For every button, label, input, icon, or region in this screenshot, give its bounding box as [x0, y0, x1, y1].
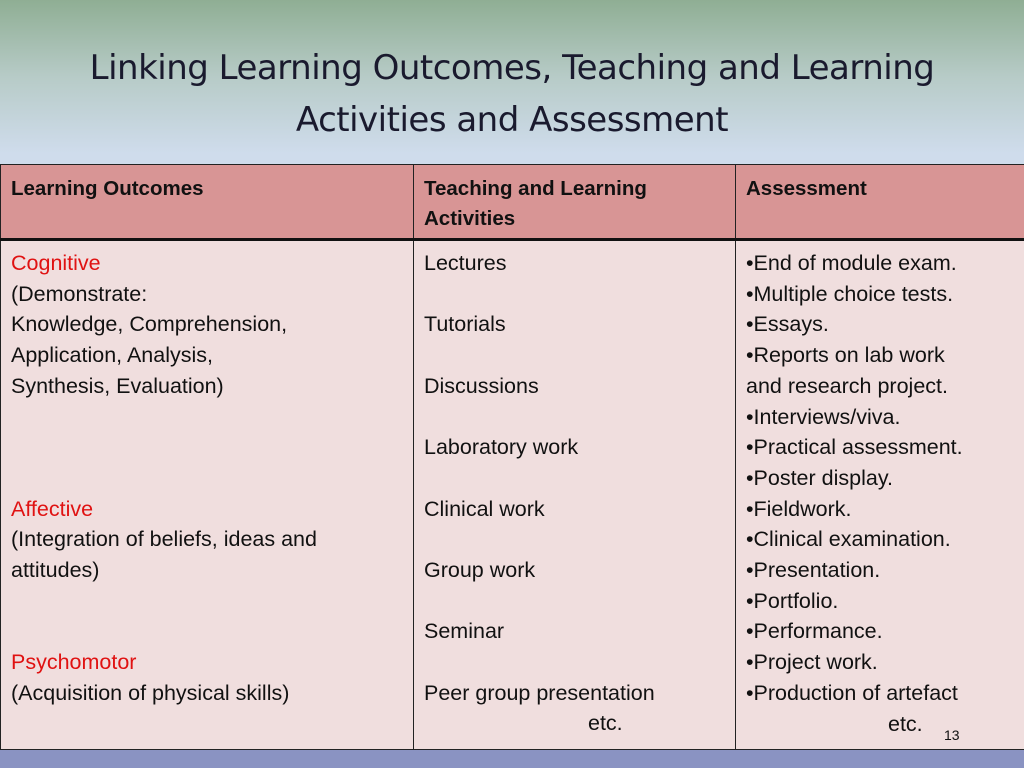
spacer — [11, 402, 403, 433]
activities-cell — [414, 240, 736, 750]
activity-item: Tutorials — [424, 312, 506, 337]
spacer — [424, 463, 725, 494]
table-row — [1, 240, 1024, 750]
cognitive-line: Synthesis, Evaluation) — [11, 373, 224, 398]
spacer — [424, 279, 725, 310]
spacer — [11, 463, 403, 494]
slide-title-line-2: Activities and Assessment — [295, 100, 729, 140]
activity-item: Laboratory work — [424, 435, 579, 460]
spacer — [424, 586, 725, 617]
activity-item: Seminar — [424, 619, 505, 644]
assessment-item: •Production of artefact — [746, 680, 958, 705]
header-assessment: Assessment — [736, 165, 1024, 240]
assessment-item: •Project work. — [746, 650, 878, 675]
assessment-item: •Interviews/viva. — [746, 404, 901, 429]
assessment-item: •Practical assessment. — [746, 435, 963, 460]
activity-item: Peer group presentation — [424, 680, 655, 705]
assessment-item: •Fieldwork. — [746, 496, 852, 521]
slide-title — [0, 42, 1024, 146]
psychomotor-heading: Psychomotor — [11, 650, 137, 675]
activities-etc: etc. — [588, 711, 623, 736]
assessment-etc: etc. — [888, 711, 923, 736]
assessment-item: •End of module exam. — [746, 251, 957, 275]
activity-item: Lectures — [424, 251, 507, 275]
assessment-cell — [736, 240, 1024, 750]
assessment-item: •Portfolio. — [746, 588, 839, 613]
assessment-item: •Performance. — [746, 619, 883, 644]
spacer — [424, 524, 725, 555]
header-teaching-activities: Teaching and Learning Activities — [414, 165, 736, 240]
outcomes-table — [0, 164, 1024, 750]
spacer — [424, 401, 725, 432]
outcomes-cell — [1, 240, 414, 750]
bottom-band — [0, 748, 1024, 768]
spacer — [11, 432, 403, 463]
slide-title-line-1: Linking Learning Outcomes, Teaching and Learning — [89, 48, 935, 88]
table-header-row — [1, 165, 1024, 240]
assessment-item: •Essays. — [746, 312, 829, 337]
spacer — [424, 340, 725, 371]
affective-line: attitudes) — [11, 557, 100, 582]
assessment-item: •Clinical examination. — [746, 527, 951, 552]
assessment-item: •Presentation. — [746, 558, 881, 583]
activity-item: Group work — [424, 557, 536, 582]
assessment-item: •Reports on lab work — [746, 343, 945, 368]
assessment-item: and research project. — [746, 373, 948, 398]
spacer — [424, 647, 725, 678]
cognitive-line: Application, Analysis, — [11, 343, 213, 368]
spacer — [11, 616, 403, 647]
page-number: 13 — [944, 727, 960, 743]
activity-item: Discussions — [424, 373, 539, 398]
assessment-item: •Multiple choice tests. — [746, 281, 954, 306]
cognitive-heading: Cognitive — [11, 251, 101, 275]
spacer — [11, 586, 403, 617]
cognitive-line: Knowledge, Comprehension, — [11, 312, 288, 337]
affective-line: (Integration of beliefs, ideas and — [11, 527, 317, 552]
psychomotor-line: (Acquisition of physical skills) — [11, 680, 290, 705]
activity-item: Clinical work — [424, 496, 545, 521]
affective-heading: Affective — [11, 496, 94, 521]
header-learning-outcomes: Learning Outcomes — [1, 165, 414, 240]
cognitive-line: (Demonstrate: — [11, 281, 148, 306]
assessment-item: •Poster display. — [746, 465, 893, 490]
